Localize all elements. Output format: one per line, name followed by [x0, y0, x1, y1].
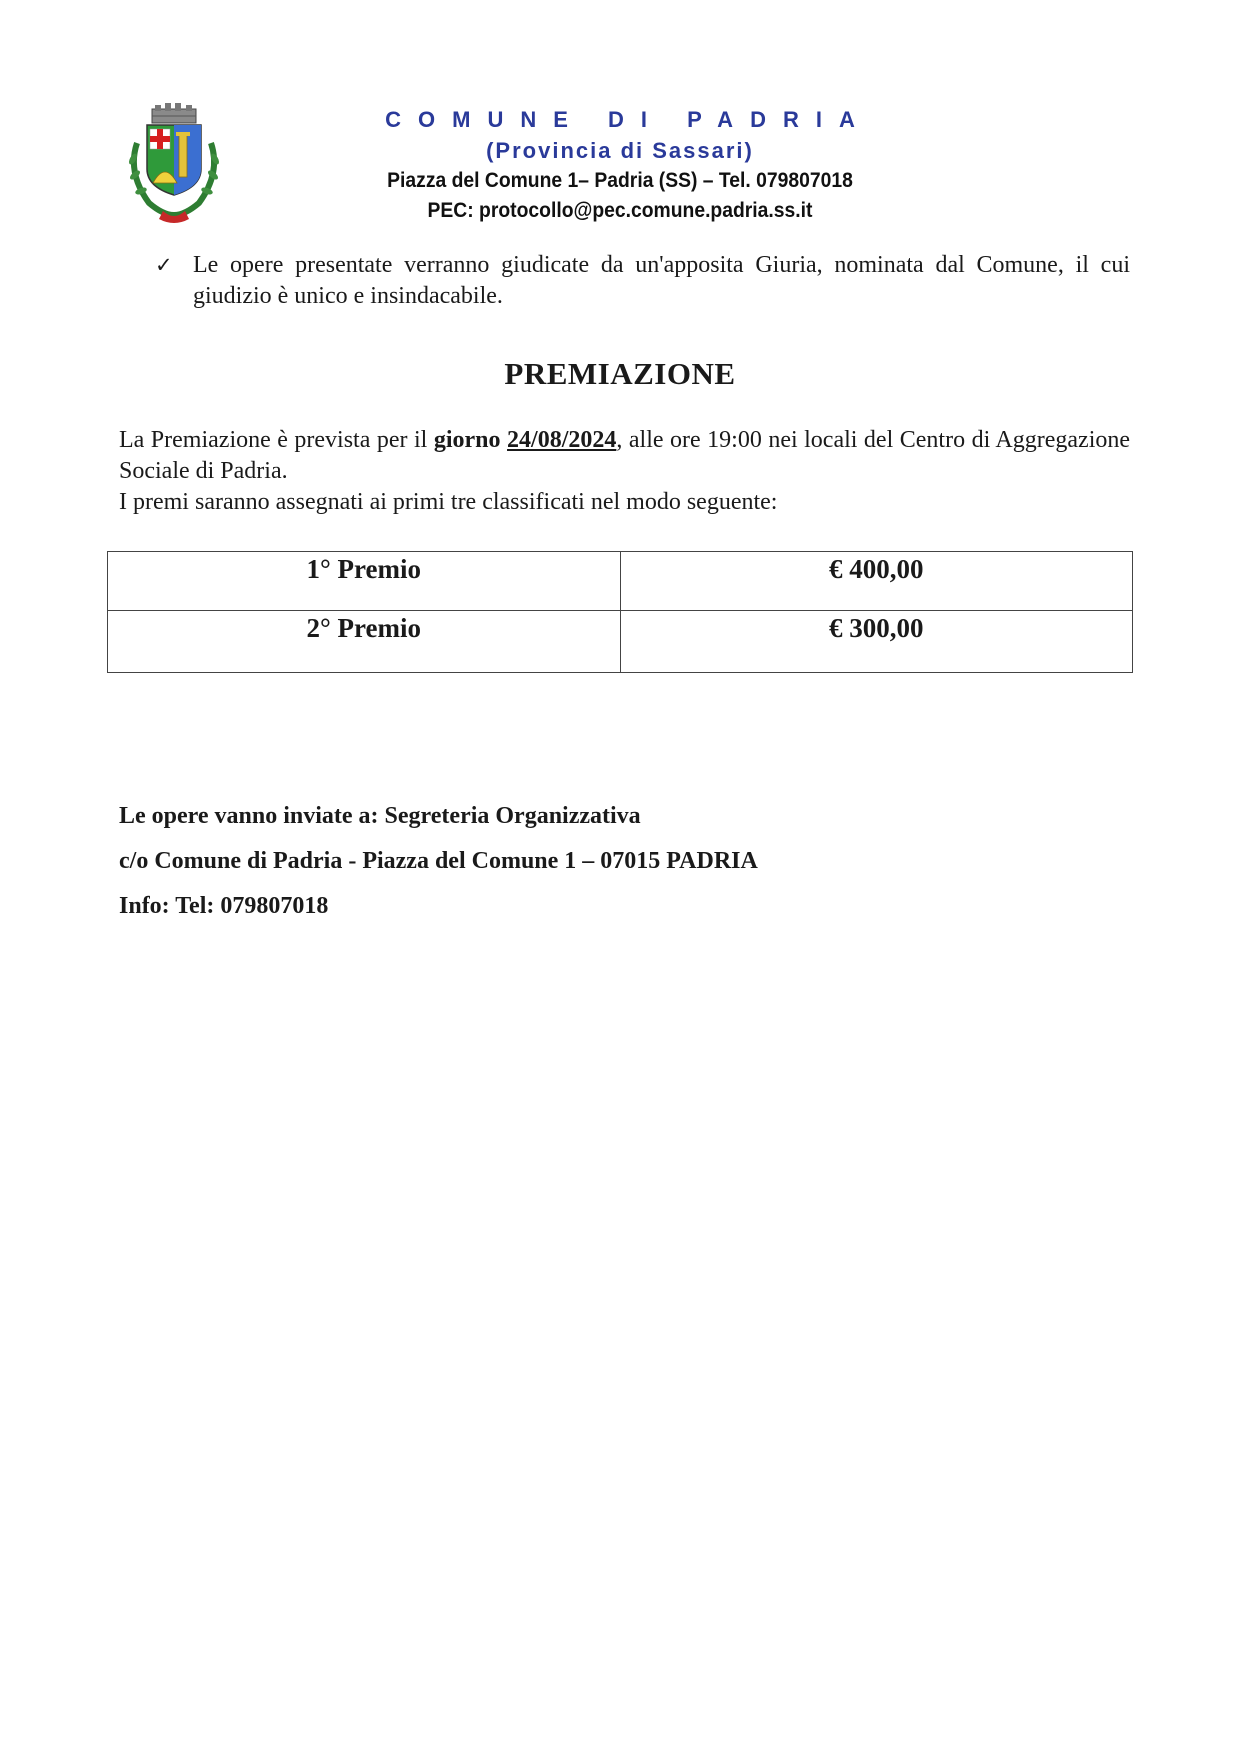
- prizes-intro-sentence: I premi saranno assegnati ai primi tre classificati nel modo seguente:: [119, 489, 778, 515]
- prize-amount: € 400,00: [620, 552, 1133, 611]
- submission-info: [119, 794, 758, 929]
- prize-label: 2° Premio: [108, 611, 621, 673]
- table-row: [108, 552, 1133, 611]
- award-date: 24/08/2024: [507, 427, 617, 453]
- submission-address: c/o Comune di Padria - Piazza del Comune 1 – 07015 PADRIA: [119, 848, 758, 874]
- section-title: PREMIAZIONE: [504, 356, 736, 391]
- jury-bullet: [155, 250, 1130, 312]
- checkmark-icon: ✓: [155, 253, 173, 277]
- pec-line: PEC: protocollo@pec.comune.padria.ss.it: [427, 199, 813, 222]
- prize-label: 1° Premio: [108, 552, 621, 611]
- letterhead: [250, 104, 990, 226]
- award-intro-text: La Premiazione è prevista per il: [119, 427, 434, 453]
- award-date-sentence: [119, 425, 1130, 487]
- submission-phone: Info: Tel: 079807018: [119, 893, 329, 919]
- award-day-word: giorno: [433, 427, 501, 453]
- prize-amount: € 300,00: [620, 611, 1133, 673]
- address-line: Piazza del Comune 1– Padria (SS) – Tel. 079807018: [387, 169, 853, 192]
- province-line: (Provincia di Sassari): [486, 138, 754, 163]
- jury-bullet-text: Le opere presentate verranno giudicate da un'apposita Giuria, nominata dal Comune, il cui giudizio è unico e insindacabile.: [193, 252, 1130, 309]
- award-paragraph: [119, 425, 1130, 518]
- prizes-table: [107, 551, 1133, 673]
- award-rest-text: , alle ore 19:00 nei locali del Centro di Aggregazione Sociale di Padria.: [119, 427, 1131, 484]
- coat-of-arms-logo: [119, 103, 229, 225]
- table-row: [108, 611, 1133, 673]
- municipality-title: COMUNE DI PADRIA: [385, 107, 872, 132]
- submission-recipient: Le opere vanno inviate a: Segreteria Organizzativa: [119, 803, 641, 829]
